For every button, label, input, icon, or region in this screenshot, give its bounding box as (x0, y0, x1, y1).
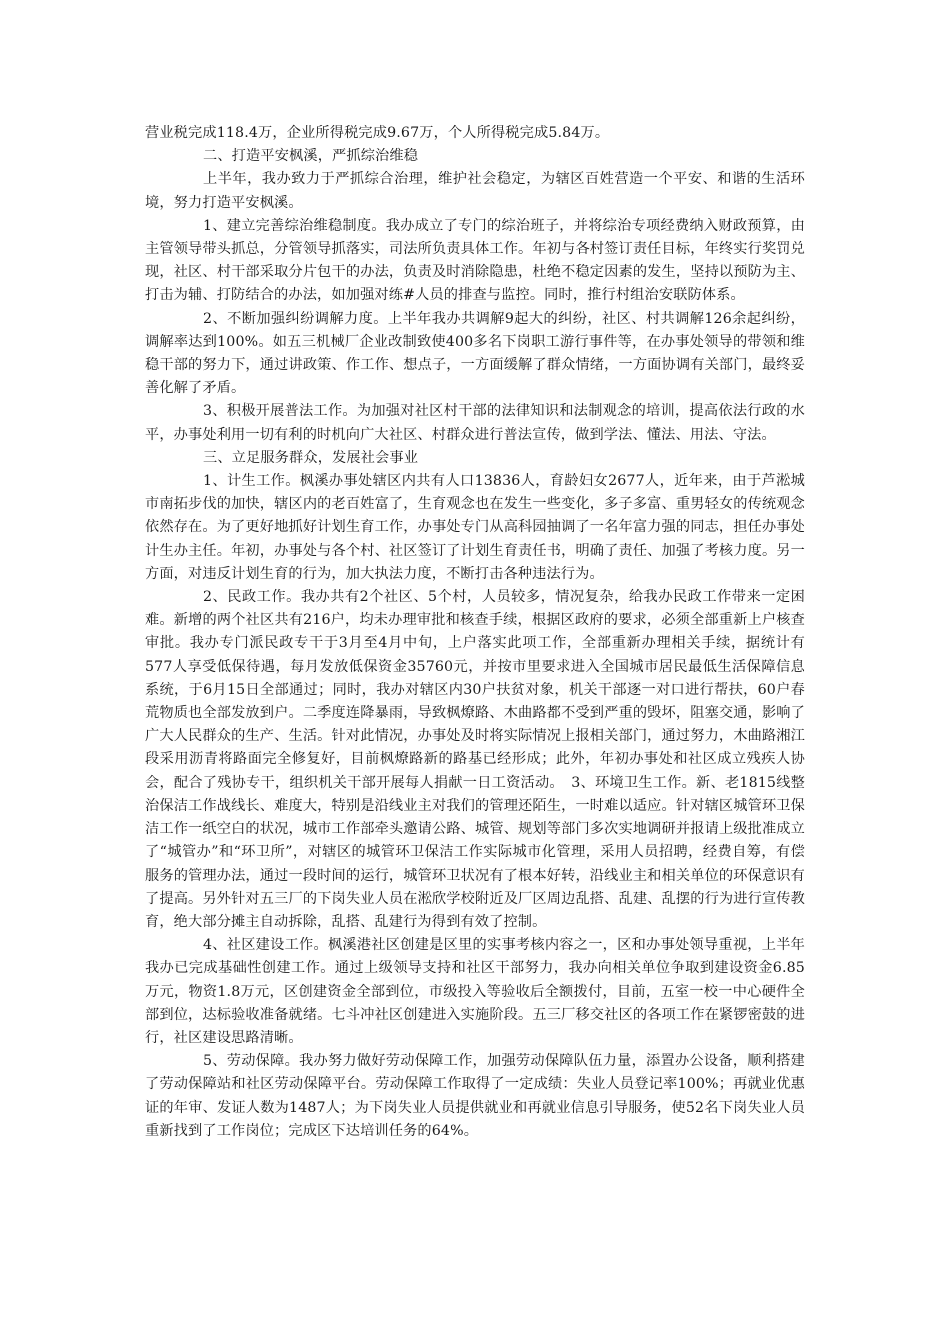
section-heading-2: 二、打造平安枫溪，严抓综治维稳 (203, 148, 419, 165)
paragraph-family-planning: 1、计生工作。枫溪办事处辖区内共有人口13836人，育龄妇女2677人，近年来，由于芦淞城市南拓步伐的加快，辖区内的老百姓富了，生育观念也在发生一些变化，多子多富、重男轻女的传统观念依然存在。为了更好地抓好计划生育工作，办事处专门从高科园抽调了一名年富力强的同志，担任办事处计生办主任。年初，办事处与各个村、社区签订了计划生育责任书，明确了责任、加强了考核力度。另一方面，对违反计划生育的行为，加大执法力度，不断打击各种违法行为。 (145, 473, 805, 582)
paragraph-section-2-intro: 上半年，我办致力于严抓综合治理，维护社会稳定，为辖区百姓营造一个平安、和谐的生活环境，努力打造平安枫溪。 (145, 171, 805, 211)
paragraph-tax-summary: 营业税完成118.4万，企业所得税完成9.67万，个人所得税完成5.84万。 (145, 125, 610, 141)
paragraph-comprehensive-governance: 1、建立完善综治维稳制度。我办成立了专门的综治班子，并将综治专项经费纳入财政预算，由主管领导带头抓总，分管领导抓落实，司法所负责具体工作。年初与各村签订责任目标，年终实行奖罚兑现，社区、村干部采取分片包干的办法，负责及时消除隐患，杜绝不稳定因素的发生，坚持以预防为主、打击为辅、打防结合的办法，如加强对练#人员的排查与监控。同时，推行村组治安联防体系。 (145, 217, 805, 304)
paragraph-labor-security: 5、劳动保障。我办努力做好劳动保障工作，加强劳动保障队伍力量，添置办公设备，顺利搭建了劳动保障站和社区劳动保障平台。劳动保障工作取得了一定成绩：失业人员登记率100%；再就业优惠证的年审、发证人数为1487人；为下岗失业人员提供就业和再就业信息引导服务，使52名下岗失业人员重新找到了工作岗位；完成区下达培训任务的64%。 (145, 1053, 805, 1139)
paragraph-dispute-mediation: 2、不断加强纠纷调解力度。上半年我办共调解9起大的纠纷，社区、村共调解126余起纠纷，调解率达到100%。如五三机械厂企业改制致使400多名下岗职工游行事件等，在办事处领导的带领和维稳干部的努力下，通过讲政策、作工作、想点子，一方面缓解了群众情绪，一方面协调有关部门，最终妥善化解了矛盾。 (145, 310, 805, 397)
paragraph-community-building: 4、社区建设工作。枫溪港社区创建是区里的实事考核内容之一，区和办事处领导重视，上半年我办已完成基础性创建工作。通过上级领导支持和社区干部努力，我办向相关单位争取到建设资金6.85万元，物资1.8万元，区创建资金全部到位，市级投入等验收后全额拨付，目前，五室一校一中心硬件全部到位，达标验收准备就绪。七斗冲社区创建进入实施阶段。五三厂移交社区的各项工作在紧锣密鼓的进行，社区建设思路清晰。 (145, 937, 805, 1046)
paragraph-civil-affairs: 2、民政工作。我办共有2个社区、5个村，人员较多，情况复杂，给我办民政工作带来一定困难。新增的两个社区共有216户，均未办理审批和核查手续，根据区政府的要求，必须全部重新上户核查审批。我办专门派民政专干于3月至4月中旬，上户落实此项工作，全部重新办理相关手续，据统计有577人享受低保待遇，每月发放低保资金35760元，并按市里要求进入全国城市居民最低生活保障信息系统，于6月15日全部通过；同时，我办对辖区内30户扶贫对象，机关干部逐一对口进行帮扶，60户春荒物质也全部发放到户。二季度连降暴雨，导致枫燎路、木曲路都不受到严重的毁坏，阻塞交通，影响了广大人民群众的生产、生活。针对此情况，办事处及时将实际情况上报相关部门，通过努力，木曲路湘江段采用沥青将路面完全修复好，目前枫燎路新的路基已经形成；此外，年初办事处和社区成立残疾人协会，配合了残协专干，组织机关干部开展每人捐献一日工资活动。 3、环境卫生工作。新、老1815线整治保洁工作战线长、难度大，特别是沿线业主对我们的管理还陌生，一时难以适应。针对辖区城管环卫保洁工作一纸空白的状况，城市工作部牵头邀请公路、城管、规划等部门多次实地调研并报请上级批准成立了“城管办”和“环卫所”，对辖区的城管环卫保洁工作实际城市化管理，采用人员招聘，经费自筹，有偿服务的管理办法，通过一段时间的运行，城管环卫状况有了根本好转，沿线业主和相关单位的环保意识有了提高。另外针对五三厂的下岗失业人员在淞欣学校附近及厂区周边乱搭、乱建、乱摆的行为进行宣传教育，绝大部分摊主自动拆除，乱搭、乱建行为得到有效了控制。 (145, 589, 805, 930)
document-page (145, 122, 805, 1143)
section-heading-3: 三、立足服务群众，发展社会事业 (203, 449, 419, 466)
paragraph-legal-education: 3、积极开展普法工作。为加强对社区村干部的法律知识和法制观念的培训，提高依法行政的水平，办事处利用一切有利的时机向广大社区、村群众进行普法宣传，做到学法、懂法、用法、守法。 (145, 403, 805, 443)
